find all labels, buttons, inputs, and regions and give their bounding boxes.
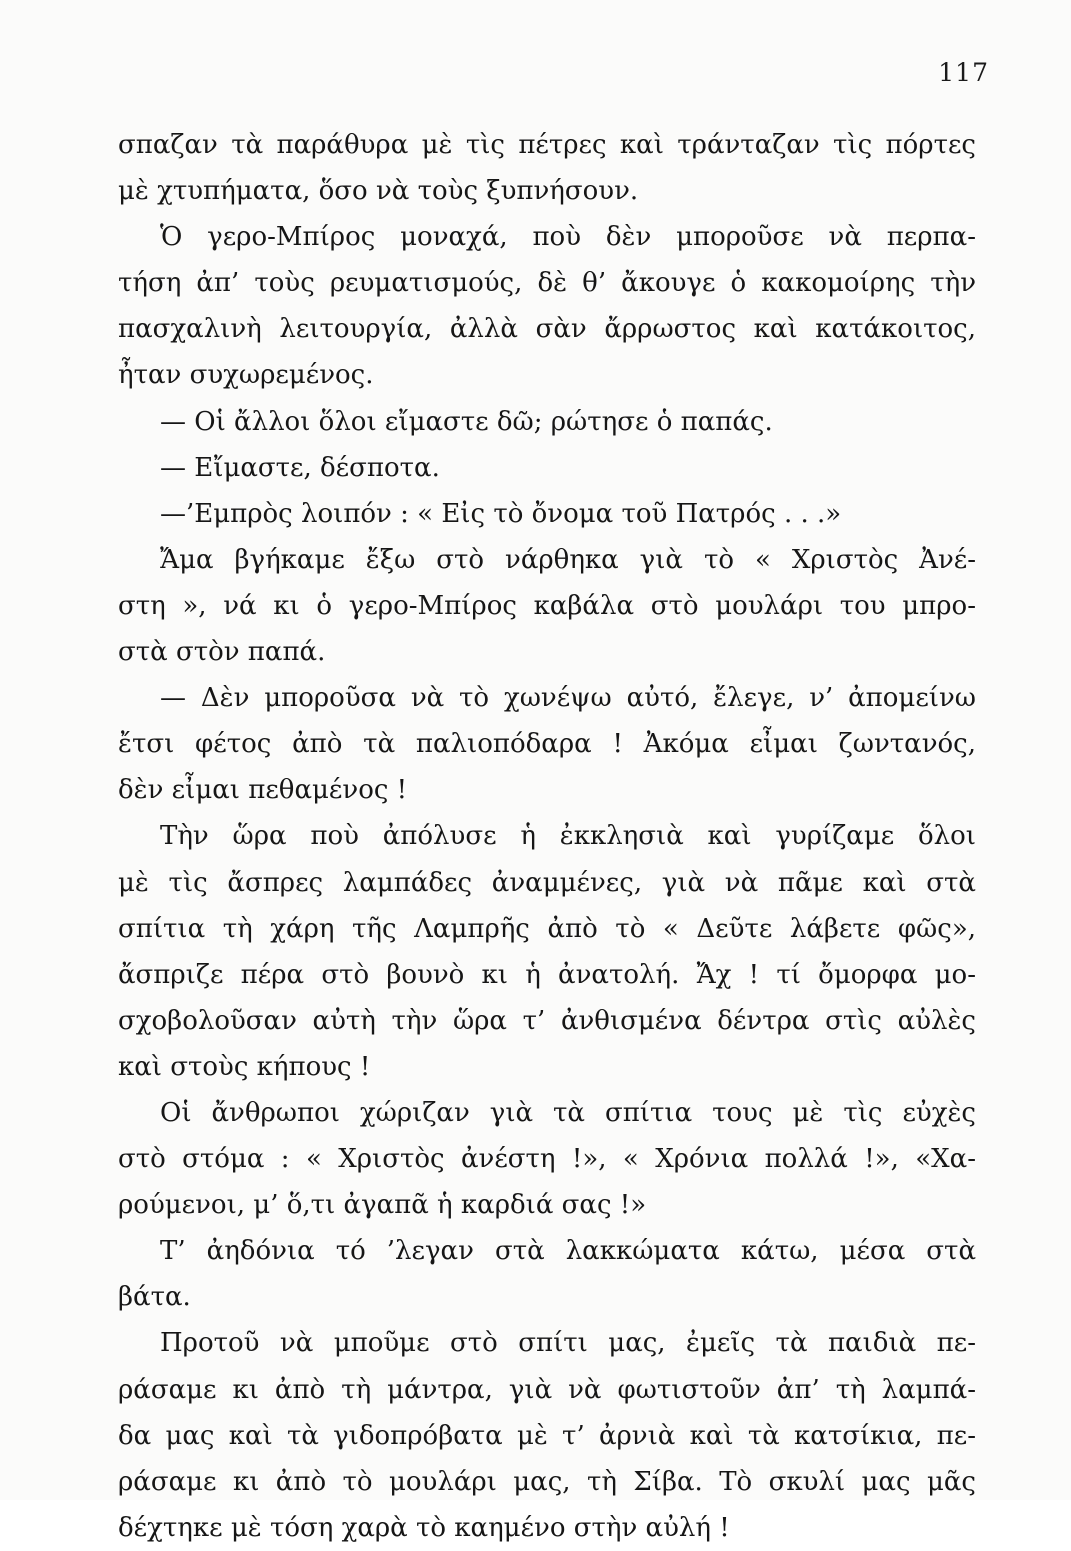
text-line: τήση ἀπ’ τοὺς ρευματισμούς, δὲ θ’ ἄκουγε ὁ κακομοίρης τὴν (118, 268, 976, 299)
text-line: ράσαμε κι ἀπὸ τὸ μουλάρι μας, τὴ Σίβα. Τὸ σκυλί μας μᾶς (118, 1466, 976, 1497)
text-line: στὸ στόμα : « Χριστὸς ἀνέστη !», « Χρόνια πολλά !», «Χα- (118, 1144, 976, 1175)
text-line: μὲ χτυπήματα, ὅσο νὰ τοὺς ξυπνήσουν. (118, 176, 639, 207)
text-line: Ὁ γερο-Μπίρος μοναχά, ποὺ δὲν μποροῦσε νὰ περπα- (160, 222, 976, 253)
text-line: Προτοῦ νὰ μποῦμε στὸ σπίτι μας, ἐμεῖς τὰ παιδιὰ πε- (160, 1328, 976, 1359)
text-line: Ἄμα βγήκαμε ἔξω στὸ νάρθηκα γιὰ τὸ « Χριστὸς Ἀνέ- (160, 544, 976, 575)
body-text (118, 122, 976, 1551)
text-line: ράσαμε κι ἀπὸ τὴ μάντρα, γιὰ νὰ φωτιστοῦν ἀπ’ τὴ λαμπά- (118, 1374, 976, 1405)
text-line: δα μας καὶ τὰ γιδοπρόβατα μὲ τ’ ἀρνιὰ καὶ τὰ κατσίκια, πε- (118, 1420, 976, 1451)
text-line: —’Εμπρὸς λοιπόν : « Εἰς τὸ ὄνομα τοῦ Πατρός . . .» (160, 498, 842, 529)
text-line: μὲ τὶς ἄσπρες λαμπάδες ἀναμμένες, γιὰ νὰ πᾶμε καὶ στὰ (118, 867, 976, 898)
text-line: δέχτηκε μὲ τόση χαρὰ τὸ καημένο στὴν αὐλή ! (118, 1512, 730, 1543)
text-line: σπαζαν τὰ παράθυρα μὲ τὶς πέτρες καὶ τράνταζαν τὶς πόρτες (118, 130, 976, 160)
text-line: — Δὲν μποροῦσα νὰ τὸ χωνέψω αὐτό, ἔλεγε, ν’ ἀπομείνω (160, 683, 976, 714)
text-line: Τὴν ὥρα ποὺ ἀπόλυσε ἡ ἐκκλησιὰ καὶ γυρίζαμε ὅλοι (160, 821, 976, 852)
page-number: 117 (938, 58, 989, 87)
text-line: — Εἴμαστε, δέσποτα. (160, 452, 440, 483)
text-line: σχοβολοῦσαν αὐτὴ τὴν ὥρα τ’ ἀνθισμένα δέντρα στὶς αὐλὲς (118, 1005, 976, 1036)
text-line: σπίτια τὴ χάρη τῆς Λαμπρῆς ἀπὸ τὸ « Δεῦτε λάβετε φῶς», (118, 913, 976, 944)
text-line: πασχαλινὴ λειτουργία, ἀλλὰ σὰν ἄρρωστος καὶ κατάκοιτος, (118, 314, 976, 345)
text-line: καὶ στοὺς κήπους ! (118, 1051, 371, 1082)
text-line: Τ’ ἀηδόνια τό ’λεγαν στὰ λακκώματα κάτω, μέσα στὰ (160, 1236, 976, 1267)
text-line: Οἱ ἄνθρωποι χώριζαν γιὰ τὰ σπίτια τους μὲ τὶς εὐχὲς (160, 1097, 976, 1128)
text-line: ρούμενοι, μ’ ὅ,τι ἀγαπᾶ ἡ καρδιά σας !» (118, 1190, 647, 1221)
text-line: — Οἱ ἄλλοι ὅλοι εἴμαστε δῶ; ρώτησε ὁ παπάς. (160, 406, 773, 437)
text-line: ἔτσι φέτος ἀπὸ τὰ παλιοπόδαρα ! Ἀκόμα εἶμαι ζωντανός, (118, 729, 976, 760)
text-line: στὰ στὸν παπά. (118, 637, 326, 668)
text-line: ἦταν συχωρεμένος. (118, 360, 374, 391)
text-line: ἄσπριζε πέρα στὸ βουνὸ κι ἡ ἀνατολή. Ἄχ ! τί ὄμορφα μο- (118, 959, 976, 990)
text-line: βάτα. (118, 1282, 191, 1313)
text-line: δὲν εἶμαι πεθαμένος ! (118, 775, 408, 806)
text-line: στη », νά κι ὁ γερο-Μπίρος καβάλα στὸ μουλάρι του μπρο- (118, 590, 976, 621)
